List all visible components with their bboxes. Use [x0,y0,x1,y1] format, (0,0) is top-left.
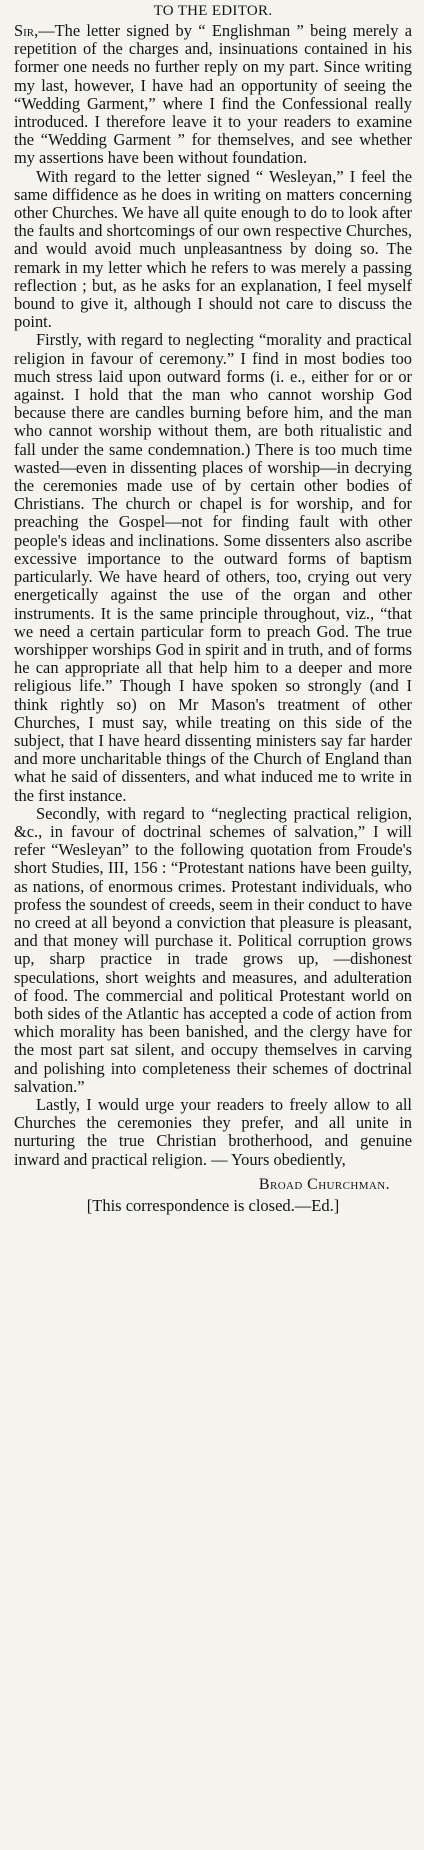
letter-paragraph-4: Secondly, with regard to “neglecting practical religion, &c., in favour of doctrinal schemes of salvation,” I will refer “Wesleyan” to the following quotation from Froude's short Studies, III, 156 : “Protestant nations have been guilty, as nations, of enormous crimes. Protestant individuals, who profess the soundest of creeds, seem in their conduct to have no creed at all beyond a conviction that pleasure is pleasant, and that money will purchase it. Political corruption grows up, sharp practice in trade grows up, —dishonest speculations, short weights and measures, and adulteration of food. The commercial and political Protestant world on both sides of the Atlantic has accepted a code of action from which morality has been banished, and the clergy have for the most part sat silent, and occupy themselves in carving and polishing into completeness their schemes of doctrinal salvation.” [14,803,412,1096]
editor-closing-note: [This correspondence is closed.—Ed.] [86,1195,340,1215]
paragraph-1-text: —The letter signed by “ Englishman ” being merely a repetition of the charges and, insinuations contained in his former one needs no further reply on my part. Since writing my last, however, I have had an opportunity of seeing the “Wedding Garment,” where I find the Confessional really introduced. I therefore leave it to your readers to examine the “Wedding Garment ” for themselves, and see whether my assertions have been without foundation. [14,21,412,168]
signature: Broad Churchman. [258,1175,390,1193]
salutation: Sir, [14,21,39,40]
letter-paragraph-1 [14,22,412,168]
letter-paragraph-2: With regard to the letter signed “ Wesleyan,” I feel the same diffidence as he does in writing on matters concerning other Churches. We have all quite enough to do to look after the faults and shortcomings of our own respective Churches, and would avoid much unpleasantness by doing so. The remark in my letter which he refers to was merely a passing reflection ; but, as he asks for an explanation, I feel myself bound to give it, although I should not care to discuss the point. [14,166,412,332]
letter-paragraph-5: Lastly, I would urge your readers to freely allow to all Churches the ceremonies they prefer, and all unite in nurturing the true Christian brotherhood, and genuine inward and practical religion. — Yours obediently, [14,1094,412,1169]
letter-heading: TO THE EDITOR. [153,3,273,19]
letter-paragraph-3: Firstly, with regard to neglecting “morality and practical religion in favour of ceremony.” I find in most bodies too much stress laid upon outward forms (i. e., either for or or against. I hold that the man who cannot worship God because there are candles burning before him, and the man who cannot worship without them, are both ritualistic and fall under the same condemnation.) There is too much time wasted—even in dissenting places of worship—in decrying the ceremonies made use of by certain other bodies of Christians. The church or chapel is for worship, and for preaching the Gospel—not for finding fault with other people's ideas and inclinations. Some dissenters also ascribe excessive importance to the outward forms of baptism particularly. We have heard of others, too, crying out very energetically against the use of the organ and other instruments. It is the same principle throughout, viz., “that we need a certain particular form to preach God. The true worshipper worships God in spirit and in truth, and of forms he can appropriate all that help him to a deeper and more religious life.” Though I have spoken so strongly (and I think rightly so) on Mr Mason's treatment of other Churches, I must say, while treating on this side of the subject, that I have heard dissenting ministers say far harder and more uncharitable things of the Church of England than what he said of dissenters, and what induced me to write in the first instance. [14,330,412,805]
